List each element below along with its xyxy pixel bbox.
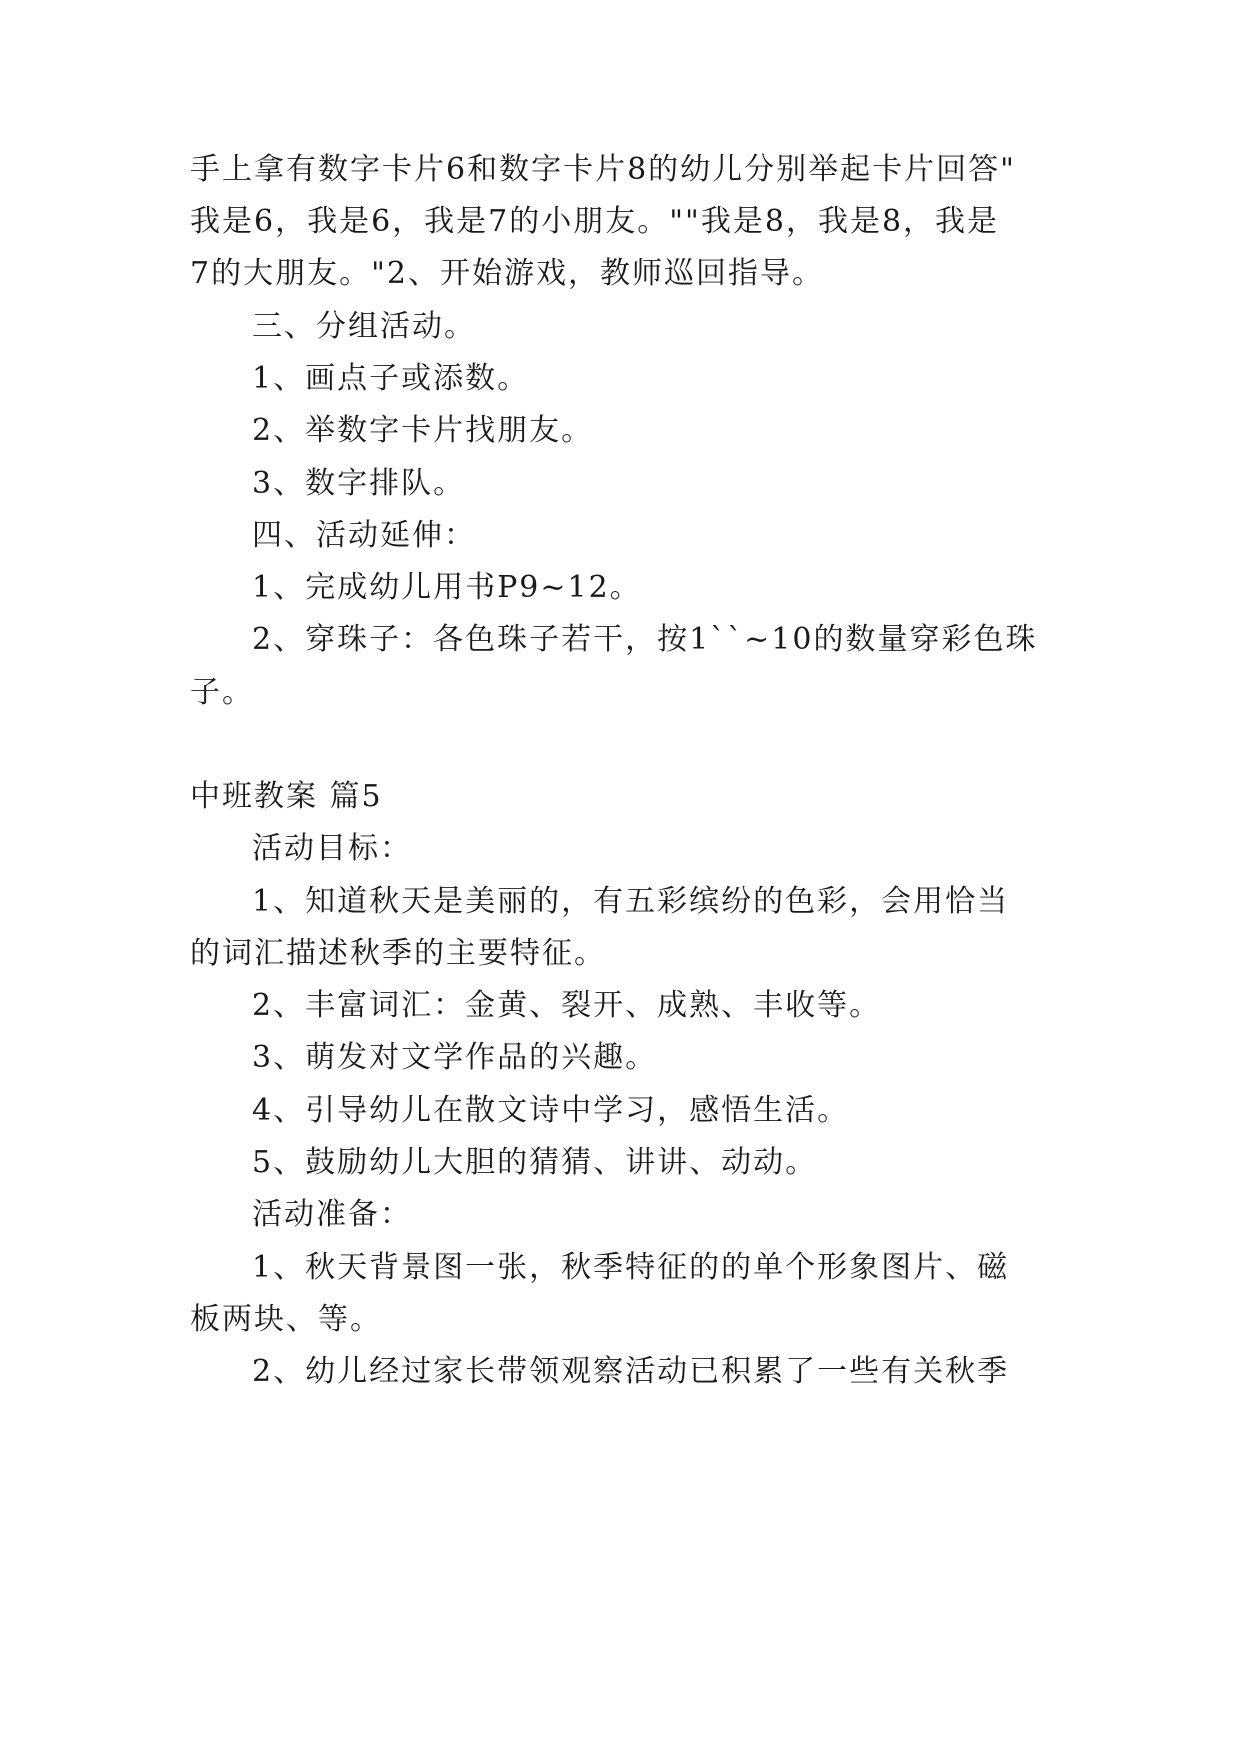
list-item: 2、幼儿经过家长带领观察活动已积累了一些有关秋季: [252, 1354, 1010, 1389]
list-item: 1、知道秋天是美丽的，有五彩缤纷的色彩，会用恰当: [252, 884, 1010, 919]
paragraph-line: 板两块、等。: [190, 1302, 382, 1337]
list-item: 2、穿珠子：各色珠子若干，按1``~10的数量穿彩色珠: [252, 622, 1038, 657]
list-item: 3、数字排队。: [252, 466, 466, 501]
paragraph-line: 7的大朋友。"2、开始游戏，教师巡回指导。: [190, 256, 824, 291]
paragraph-line: 子。: [190, 675, 254, 710]
paragraph-line: 手上拿有数字卡片6和数字卡片8的幼儿分别举起卡片回答": [190, 152, 1016, 187]
section-heading: 活动准备：: [252, 1197, 412, 1232]
paragraph-line: 我是6，我是6，我是7的小朋友。""我是8，我是8，我是: [190, 204, 1000, 239]
list-item: 5、鼓励幼儿大胆的猜猜、讲讲、动动。: [252, 1145, 818, 1180]
section-heading: 四、活动延伸：: [252, 518, 476, 553]
section-heading: 三、分组活动。: [252, 309, 476, 344]
paragraph-line: 的词汇描述秋季的主要特征。: [190, 936, 606, 971]
list-item: 1、画点子或添数。: [252, 361, 530, 396]
list-item: 4、引导幼儿在散文诗中学习，感悟生活。: [252, 1093, 850, 1128]
list-item: 1、完成幼儿用书P9~12。: [252, 570, 642, 605]
list-item: 2、丰富词汇：金黄、裂开、成熟、丰收等。: [252, 988, 882, 1023]
list-item: 2、举数字卡片找朋友。: [252, 413, 594, 448]
section-heading: 活动目标：: [252, 831, 412, 866]
document-title: 中班教案 篇5: [190, 779, 383, 814]
list-item: 1、秋天背景图一张，秋季特征的的单个形象图片、磁: [252, 1250, 1010, 1285]
list-item: 3、萌发对文学作品的兴趣。: [252, 1040, 658, 1075]
